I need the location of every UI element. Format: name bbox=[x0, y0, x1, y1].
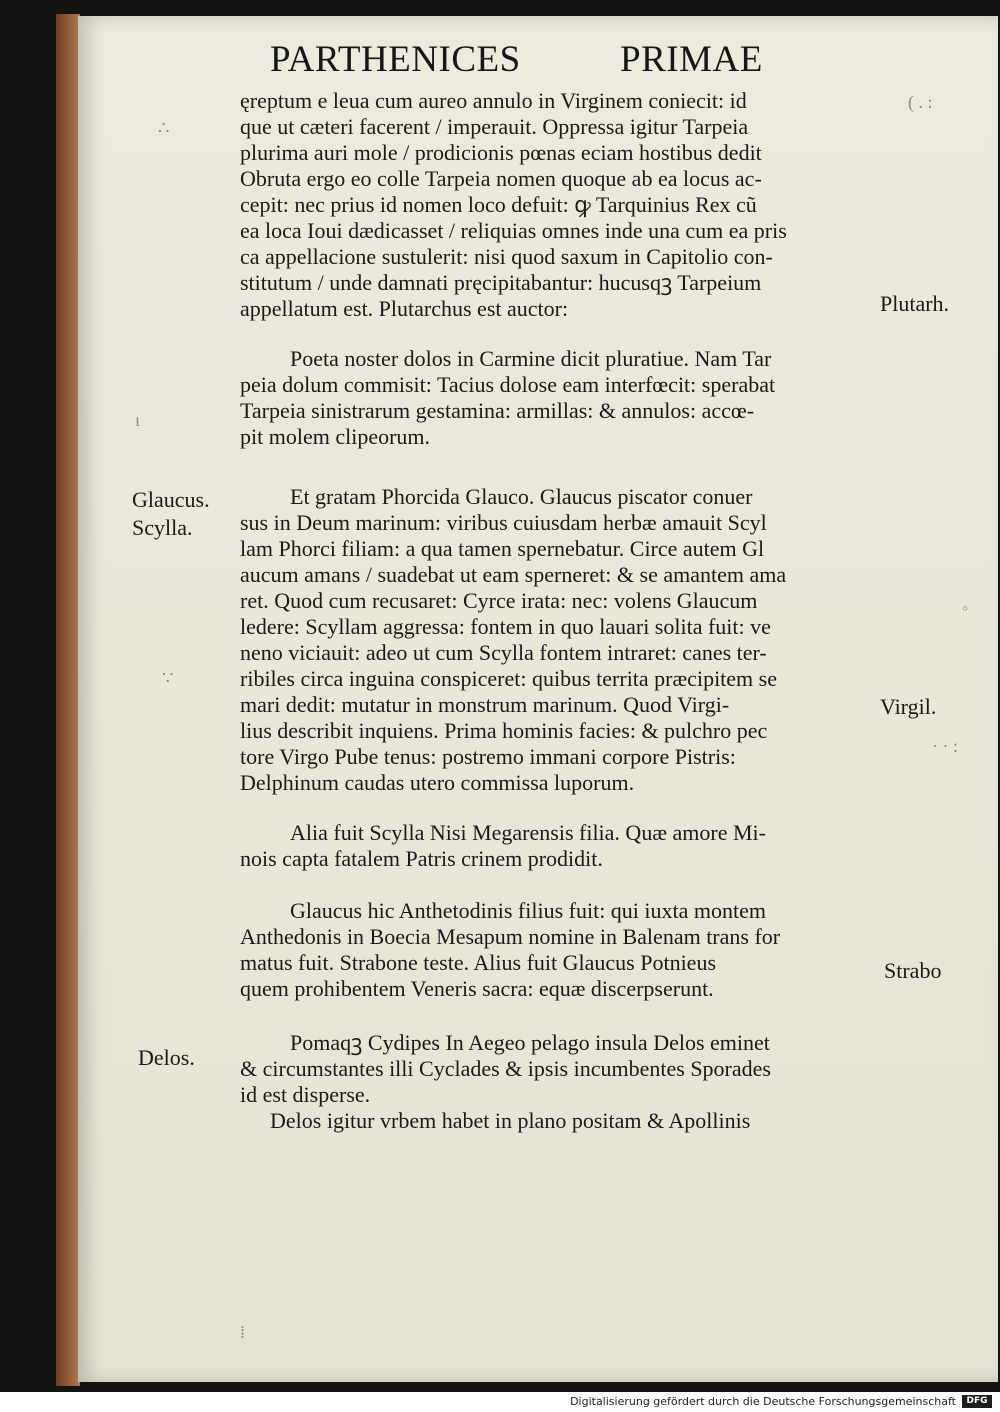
paragraph-1 bbox=[240, 88, 880, 322]
text-line: Poeta noster dolos in Carmine dicit pluratiue. Nam Tar bbox=[290, 346, 772, 371]
text-line: & circumstantes illi Cyclades & ipsis incumbentes Sporades bbox=[240, 1056, 771, 1081]
text-line: appellatum est. Plutarchus est auctor: bbox=[240, 296, 569, 321]
text-line: mari dedit: mutatur in monstrum marinum. Quod Virgi- bbox=[240, 692, 730, 717]
scan-speck: ⁞ bbox=[240, 1322, 246, 1342]
text-line: matus fuit. Strabone teste. Alius fuit Glaucus Potnieus bbox=[240, 950, 717, 975]
text-line: Anthedonis in Boecia Mesapum nomine in Balenam trans for bbox=[240, 924, 781, 949]
text-line: lam Phorci filiam: a qua tamen spernebatur. Circe autem Gl bbox=[240, 536, 765, 561]
text-line: sus in Deum marinum: viribus cuiusdam herbæ amauit Scyl bbox=[240, 510, 767, 535]
text-line: plurima auri mole / prodicionis pœnas eciam hostibus dedit bbox=[240, 140, 762, 165]
scan-speck: ∴ bbox=[158, 118, 170, 138]
book-edge bbox=[56, 14, 80, 1386]
paragraph-6 bbox=[240, 1030, 880, 1134]
scan-speck: ◦ bbox=[962, 598, 969, 618]
scan-speck: ı bbox=[135, 410, 141, 430]
paragraph-3 bbox=[240, 484, 880, 796]
text-line: Obruta ergo eo colle Tarpeia nomen quoque ab ea locus ac- bbox=[240, 166, 762, 191]
text-line: ledere: Scyllam aggressa: fontem in quo lauari solita fuit: ve bbox=[240, 614, 771, 639]
text-line: aucum amans / suadebat ut eam sperneret: & se amantem ama bbox=[240, 562, 787, 587]
text-line: Glaucus hic Anthetodinis filius fuit: qui iuxta montem bbox=[290, 898, 767, 923]
dfg-logo: DFG bbox=[962, 1395, 992, 1408]
text-line: Et gratam Phorcida Glauco. Glaucus piscator conuer bbox=[290, 484, 753, 509]
text-line: ca appellacione sustulerit: nisi quod saxum in Capitolio con- bbox=[240, 244, 773, 269]
text-line: neno viciauit: adeo ut cum Scylla fontem intraret: canes ter- bbox=[240, 640, 767, 665]
paragraph-4 bbox=[240, 820, 880, 872]
text-line: ęreptum e leua cum aureo annulo in Virginem coniecit: id bbox=[240, 88, 747, 113]
marginal-note-delos: Delos. bbox=[138, 1045, 195, 1070]
marginal-note-glaucus: Glaucus. bbox=[132, 487, 210, 512]
text-line: ret. Quod cum recusaret: Cyrce irata: nec: volens Glaucum bbox=[240, 588, 758, 613]
text-line: pit molem clipeorum. bbox=[240, 424, 431, 449]
marginal-note-strabo: Strabo bbox=[884, 958, 942, 983]
running-head-right: PRIMAE bbox=[620, 39, 763, 80]
text-line: cepit: nec prius id nomen loco defuit: ꝙ Tarquinius Rex cũ bbox=[240, 192, 757, 217]
text-line: stitutum / unde damnati pręcipitabantur: hucusqꝫ Tarpeium bbox=[240, 270, 762, 295]
text-line: Tarpeia sinistrarum gestamina: armillas: & annulos: accœ- bbox=[240, 398, 755, 423]
scan-speck: ∵ bbox=[162, 668, 174, 688]
text-line: que ut cæteri facerent / imperauit. Oppressa igitur Tarpeia bbox=[240, 114, 749, 139]
text-line: quem prohibentem Veneris sacra: equæ discerpserunt. bbox=[240, 976, 714, 1001]
text-line: nois capta fatalem Patris crinem prodidit. bbox=[240, 846, 603, 871]
text-line: Pomaqꝫ Cydipes In Aegeo pelago insula Delos eminet bbox=[290, 1030, 770, 1055]
paragraph-2 bbox=[240, 346, 880, 450]
marginal-note-virgil: Virgil. bbox=[880, 694, 937, 719]
text-line: id est disperse. bbox=[240, 1082, 371, 1107]
footer-credit: Digitalisierung gefördert durch die Deutsche Forschungsgemeinschaft bbox=[570, 1395, 956, 1408]
text-line: lius describit inquiens. Prima hominis facies: & pulchro pec bbox=[240, 718, 768, 743]
running-head-left: PARTHENICES bbox=[270, 39, 521, 80]
text-line: peia dolum commisit: Tacius dolose eam interfœcit: sperabat bbox=[240, 372, 776, 397]
paragraph-5 bbox=[240, 898, 880, 1002]
text-line: ea loca Ioui dædicasset / reliquias omnes inde una cum ea pris bbox=[240, 218, 787, 243]
scan-speck: · · : bbox=[932, 736, 958, 756]
text-line: ribiles circa inguina conspiceret: quibus territa præcipitem se bbox=[240, 666, 777, 691]
marginal-note-plutarch: Plutarh. bbox=[880, 291, 950, 316]
text-line: Alia fuit Scylla Nisi Megarensis filia. Quæ amore Mi- bbox=[290, 820, 766, 845]
text-line: Delphinum caudas utero commissa luporum. bbox=[240, 770, 635, 795]
text-line: Delos igitur vrbem habet in plano positam & Apollinis bbox=[270, 1108, 751, 1133]
marginal-note-scylla: Scylla. bbox=[132, 515, 193, 540]
text-line: tore Virgo Pube tenus: postremo immani corpore Pistris: bbox=[240, 744, 736, 769]
scan-speck: ( . : bbox=[908, 92, 933, 112]
